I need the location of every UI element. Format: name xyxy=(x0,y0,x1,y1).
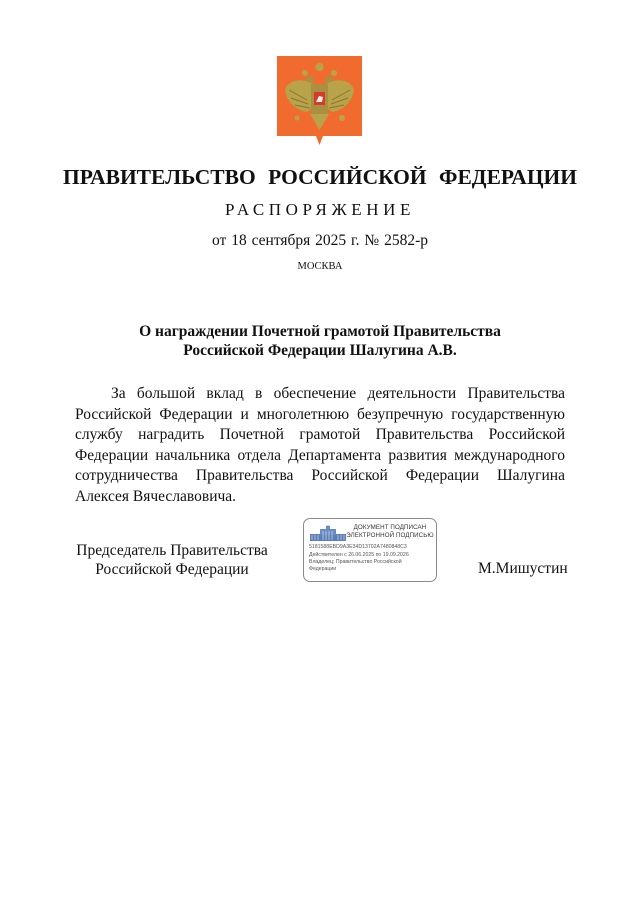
stamp-header xyxy=(346,524,434,540)
subject-line-2: Российской Федерации Шалугина А.В. xyxy=(183,342,457,359)
signer-name: М.Мишустин xyxy=(478,560,568,577)
stamp-owner-line-1: Владелец: Правительство Российской xyxy=(309,559,402,565)
stamp-header-line-1: ДОКУМЕНТ ПОДПИСАН xyxy=(353,524,427,531)
stamp-owner-line-2: Федерации xyxy=(309,566,337,572)
subject-line-1: О награждении Почетной грамотой Правительства xyxy=(139,323,501,340)
signer-position-line-2: Российской Федерации xyxy=(95,561,249,578)
government-building-icon xyxy=(310,525,346,541)
stamp-validity: Действителен с 26.06.2025 по 19.09.2026 xyxy=(309,552,409,558)
coat-of-arms-icon xyxy=(277,56,362,145)
signer-position xyxy=(72,541,272,579)
electronic-signature-stamp xyxy=(303,518,437,582)
document-type: РАСПОРЯЖЕНИЕ xyxy=(224,200,416,219)
document-date-number: от 18 сентября 2025 г. № 2582-р xyxy=(212,232,428,249)
stamp-certificate: 5181588EBD9A3E34D13702A7480848C3 xyxy=(309,544,407,550)
stamp-header-line-2: ЭЛЕКТРОННОЙ ПОДПИСЬЮ xyxy=(346,532,434,539)
government-title: ПРАВИТЕЛЬСТВО РОССИЙСКОЙ ФЕДЕРАЦИИ xyxy=(62,165,577,189)
document-city: МОСКВА xyxy=(297,261,343,272)
document-subject xyxy=(0,322,640,360)
body-paragraph: За большой вклад в обеспечение деятельности Правительства Российской Федерации и многолетнюю безупречную государственную службу наградить Почетной грамотой Правительства Российской Федерации начальника отдела Департамента развития международного сотрудничества Правительства Российской Федерации Шалугина Алексея Вячеславовича. xyxy=(75,385,565,505)
signer-position-line-1: Председатель Правительства xyxy=(76,542,268,559)
